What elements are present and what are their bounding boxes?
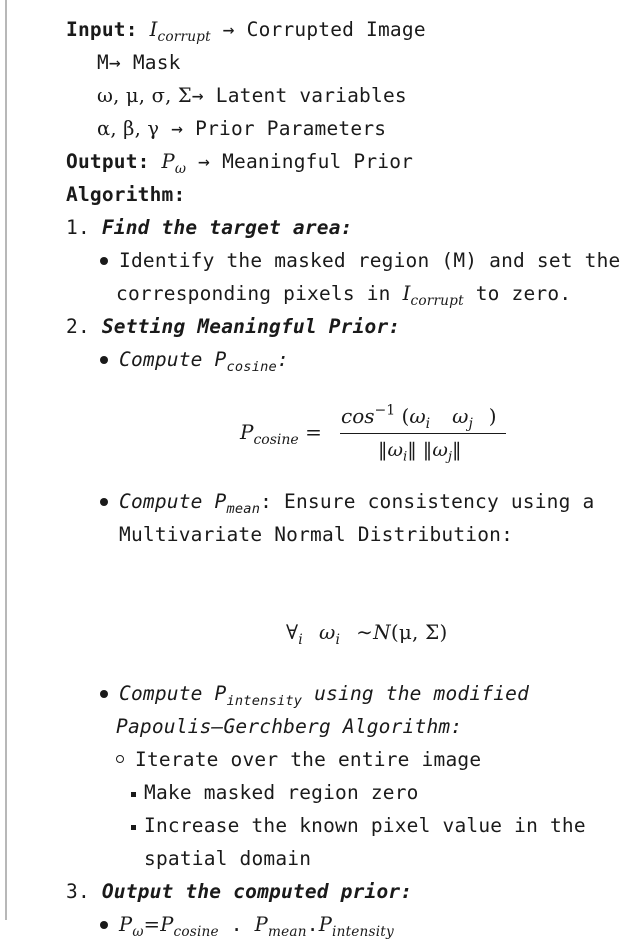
colon: : — [276, 348, 289, 371]
bullet-icon — [100, 257, 108, 265]
compute-mean-cont: Multivariate Normal Distribution: — [119, 523, 514, 546]
compute-intensity-bullet — [100, 681, 529, 707]
symbol-mask: M — [97, 51, 109, 74]
compute-text: Compute P — [119, 490, 227, 513]
omega: ω — [432, 439, 448, 461]
sub-intensity: intensity — [226, 692, 303, 709]
circle-bullet-icon — [116, 755, 124, 763]
arrow: → — [198, 150, 211, 173]
eq-numerator — [341, 402, 497, 432]
increase-cont: spatial domain — [144, 847, 312, 870]
input-line — [66, 17, 426, 43]
cos-fn: cos — [341, 404, 375, 428]
p: P — [254, 913, 268, 936]
bullet-icon — [100, 498, 108, 506]
step-title: Output the computed prior: — [101, 880, 413, 903]
sub-i: i — [425, 415, 431, 432]
increase-item — [131, 813, 586, 839]
output-desc: Meaningful Prior — [222, 150, 414, 173]
rparen: ) — [488, 404, 497, 428]
sim: ∼ — [356, 620, 374, 644]
equals: = — [143, 913, 161, 936]
normal-dist-equation — [286, 619, 448, 648]
symbol-latent: ω, μ, σ, Σ — [97, 84, 192, 107]
sub-cosine: cosine — [226, 358, 277, 375]
bullet-text-cont: corresponding pixels in — [116, 282, 391, 305]
bullet-icon — [100, 356, 108, 364]
step-1-bullet — [100, 248, 620, 274]
dot: . — [306, 913, 319, 936]
symbol-params: α, β, γ — [97, 117, 160, 140]
iterate-item — [116, 747, 481, 773]
omega: ω — [452, 404, 469, 428]
iterate-text: Iterate over the entire image — [135, 748, 482, 771]
mean-desc: : Ensure consistency using a — [260, 490, 595, 513]
mask-line — [97, 50, 181, 76]
params-desc: Prior Parameters — [195, 117, 387, 140]
bullet-text-end: to zero. — [475, 282, 572, 305]
compute-text: Compute P — [119, 348, 227, 371]
bullet-text: Identify the masked region (M) and set the — [119, 249, 621, 272]
arrow: → — [222, 18, 235, 41]
sub-omega: ω — [174, 160, 187, 177]
eq-p: P — [240, 420, 254, 444]
left-rule — [5, 0, 7, 920]
step-number: 2. — [66, 315, 90, 338]
symbol-i-corrupt: I — [149, 18, 158, 41]
eq-lhs — [240, 420, 322, 448]
eq-equals: = — [305, 420, 322, 444]
symbol-i: I — [402, 282, 411, 305]
sub-mean: mean — [226, 500, 261, 517]
latent-line — [97, 83, 407, 109]
norm-bars: ‖ ‖ — [407, 439, 433, 461]
latent-desc: Latent variables — [215, 84, 407, 107]
step-number: 3. — [66, 880, 90, 903]
omega: ω — [409, 404, 426, 428]
sub-i: i — [298, 631, 303, 648]
norm-bar: ‖ — [378, 439, 388, 461]
square-bullet-icon — [131, 825, 136, 830]
step-number: 1. — [66, 216, 90, 239]
input-label: Input: — [66, 18, 138, 41]
step-1-heading — [66, 215, 353, 241]
arrow: → — [108, 51, 121, 74]
inverse-sup: −1 — [374, 402, 396, 419]
step-3-heading — [66, 879, 412, 905]
bullet-icon — [100, 690, 108, 698]
sub-mean: mean — [268, 923, 307, 940]
compute-text: Compute P — [119, 682, 227, 705]
increase-text: Increase the known pixel value in the — [144, 814, 586, 837]
sub-i: i — [403, 449, 408, 465]
normal-n: N — [373, 620, 391, 644]
sub-j: j — [468, 415, 473, 432]
eq-sub-cosine: cosine — [253, 431, 299, 448]
forall: ∀ — [286, 620, 299, 644]
bullet-icon — [100, 921, 108, 929]
sub-omega: ω — [132, 923, 144, 940]
compute-mean-bullet — [100, 489, 594, 515]
make-zero-item — [131, 780, 419, 806]
output-label: Output: — [66, 150, 150, 173]
input-desc: Corrupted Image — [246, 18, 426, 41]
step-1-bullet-cont — [116, 281, 571, 307]
omega: ω — [387, 439, 403, 461]
algorithm-label: Algorithm: — [66, 183, 186, 206]
arrow: → — [191, 84, 204, 107]
norm-bar: ‖ — [451, 439, 462, 461]
sub-corrupt: corrupt — [410, 292, 464, 309]
arrow: → — [171, 117, 184, 140]
omega: ω — [318, 620, 336, 644]
make-zero-text: Make masked region zero — [144, 781, 419, 804]
compute-cosine-bullet — [100, 347, 289, 373]
normal-args: (μ, Σ) — [390, 620, 448, 644]
step-title: Setting Meaningful Prior: — [101, 315, 401, 338]
step-title: Find the target area: — [101, 216, 353, 239]
intensity-desc: using the modified — [314, 682, 530, 705]
final-formula-bullet — [100, 912, 394, 938]
output-line — [66, 149, 413, 175]
sub-i: i — [335, 631, 341, 648]
p: P — [119, 913, 133, 936]
lparen: ( — [401, 404, 410, 428]
square-bullet-icon — [131, 792, 136, 797]
sub-cosine: cosine — [173, 923, 219, 940]
sub-j: j — [447, 449, 452, 465]
fraction-bar — [340, 433, 506, 434]
sub-intensity: intensity — [332, 923, 394, 940]
mask-desc: Mask — [132, 51, 181, 74]
step-2-heading — [66, 314, 400, 340]
prior-params-line — [97, 116, 386, 142]
eq-denominator — [378, 439, 462, 465]
sub-corrupt: corrupt — [157, 28, 211, 45]
compute-intensity-cont: Papoulis–Gerchberg Algorithm: — [116, 715, 463, 738]
dot: . — [230, 913, 243, 936]
symbol-p: P — [161, 150, 175, 173]
p: P — [160, 913, 174, 936]
p: P — [318, 913, 333, 936]
